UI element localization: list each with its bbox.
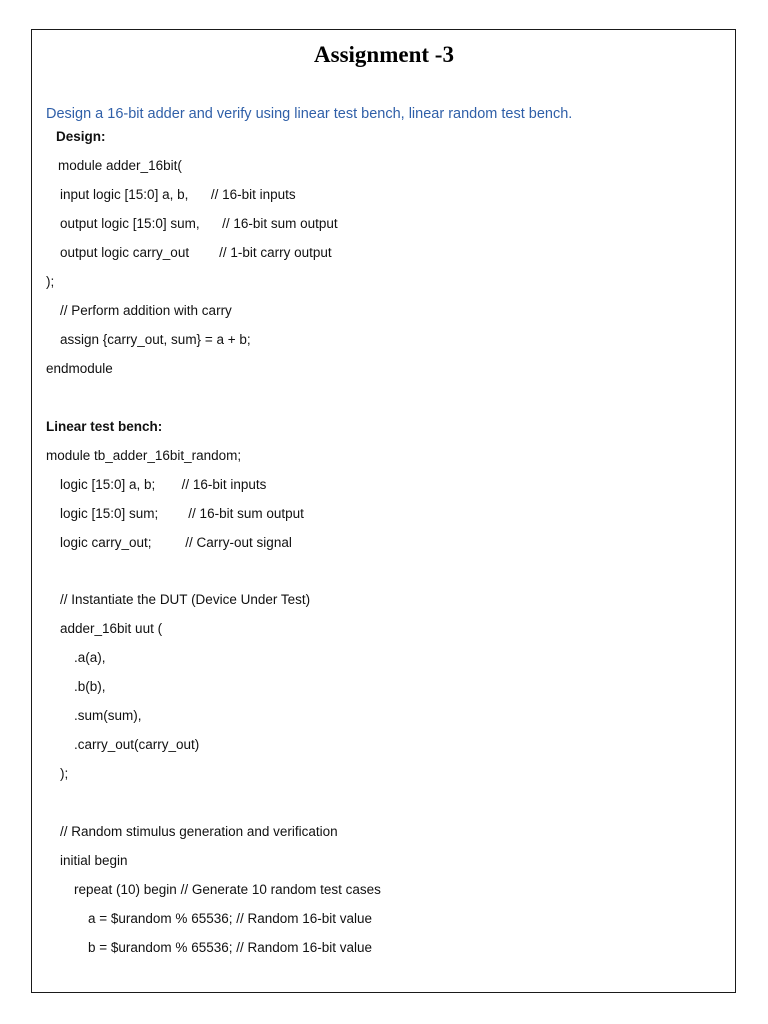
code-line: .a(a), xyxy=(74,650,106,665)
code-line: input logic [15:0] a, b, // 16-bit inputs xyxy=(60,187,296,202)
assignment-description: Design a 16-bit adder and verify using linear test bench, linear random test bench. xyxy=(46,106,573,122)
code-line: // Instantiate the DUT (Device Under Test) xyxy=(60,592,311,607)
code-line: logic carry_out; // Carry-out signal xyxy=(60,535,292,550)
code-line: endmodule xyxy=(46,361,113,376)
code-line: adder_16bit uut ( xyxy=(60,621,163,636)
design-heading: Design: xyxy=(56,129,106,144)
code-line: .b(b), xyxy=(74,679,106,694)
code-line: logic [15:0] a, b; // 16-bit inputs xyxy=(60,477,267,492)
code-line: a = $urandom % 65536; // Random 16-bit value xyxy=(88,911,373,926)
code-line: repeat (10) begin // Generate 10 random test cases xyxy=(74,882,381,897)
code-line: initial begin xyxy=(60,853,128,868)
code-line: b = $urandom % 65536; // Random 16-bit value xyxy=(88,940,373,955)
testbench-heading: Linear test bench: xyxy=(46,419,163,434)
code-line: logic [15:0] sum; // 16-bit sum output xyxy=(60,506,304,521)
code-line: // Perform addition with carry xyxy=(60,303,232,318)
code-line: .carry_out(carry_out) xyxy=(74,737,200,752)
code-line: .sum(sum), xyxy=(74,708,142,723)
code-line: output logic [15:0] sum, // 16-bit sum output xyxy=(60,216,338,231)
code-line: output logic carry_out // 1-bit carry output xyxy=(60,245,332,260)
code-line: ); xyxy=(46,274,55,289)
code-line: module tb_adder_16bit_random; xyxy=(46,448,242,463)
code-line: ); xyxy=(60,766,69,781)
document-title: Assignment -3 xyxy=(314,42,454,67)
code-line: assign {carry_out, sum} = a + b; xyxy=(60,332,251,347)
code-line: // Random stimulus generation and verification xyxy=(60,824,338,839)
code-line: module adder_16bit( xyxy=(58,158,182,173)
